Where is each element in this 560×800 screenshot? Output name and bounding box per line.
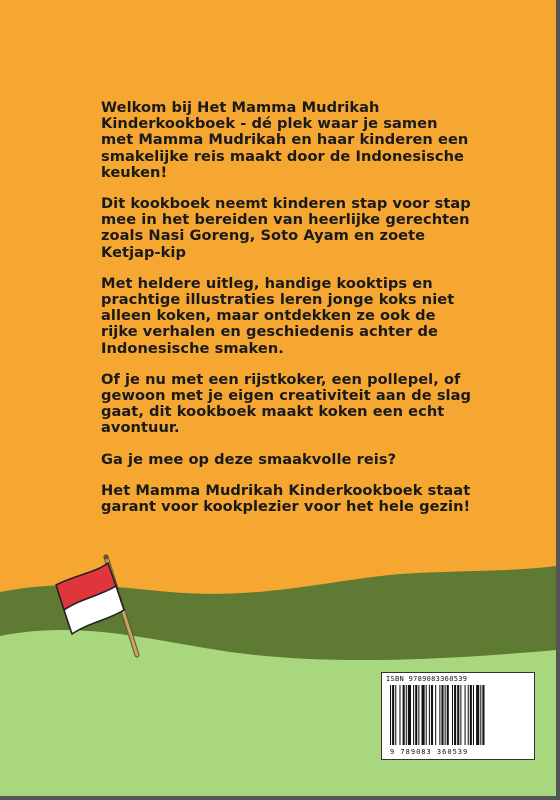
blurb-paragraph: Het Mamma Mudrikah Kinderkookboek staat garant voor kookplezier voor het hele gezin! [101, 481, 471, 516]
blurb-paragraph: Welkom bij Het Mamma Mudrikah Kinderkookboek - dé plek waar je samen met Mamma Mudrikah en haar kinderen een smakelijke reis maakt door de Indonesische keuken! [101, 99, 469, 181]
barcode-bars-icon [388, 685, 528, 747]
isbn-barcode [381, 672, 535, 760]
blurb-paragraph: Of je nu met een rijstkoker, een pollepel, of gewoon met je eigen creativiteit aan de slag gaat, dit kookboek maakt koken een echt avontuur. [101, 370, 472, 437]
isbn-label: ISBN 9789083360539 [386, 675, 468, 683]
barcode-digits: 9 789083 360539 [390, 748, 469, 756]
blurb-text [101, 100, 471, 530]
blurb-paragraph: Met heldere uitleg, handige kooktips en prachtige illustraties leren jonge koks niet alleen koken, maar ontdekken ze ook de rijke verhalen en geschiedenis achter de Indonesische smaken. [101, 274, 455, 357]
blurb-paragraph: Ga je mee op deze smaakvolle reis? [101, 450, 397, 468]
blurb-paragraph: Dit kookboek neemt kinderen stap voor stap mee in het bereiden van heerlijke gerechten zoals Nasi Goreng, Soto Ayam en zoete Ketjap-kip [101, 195, 471, 261]
